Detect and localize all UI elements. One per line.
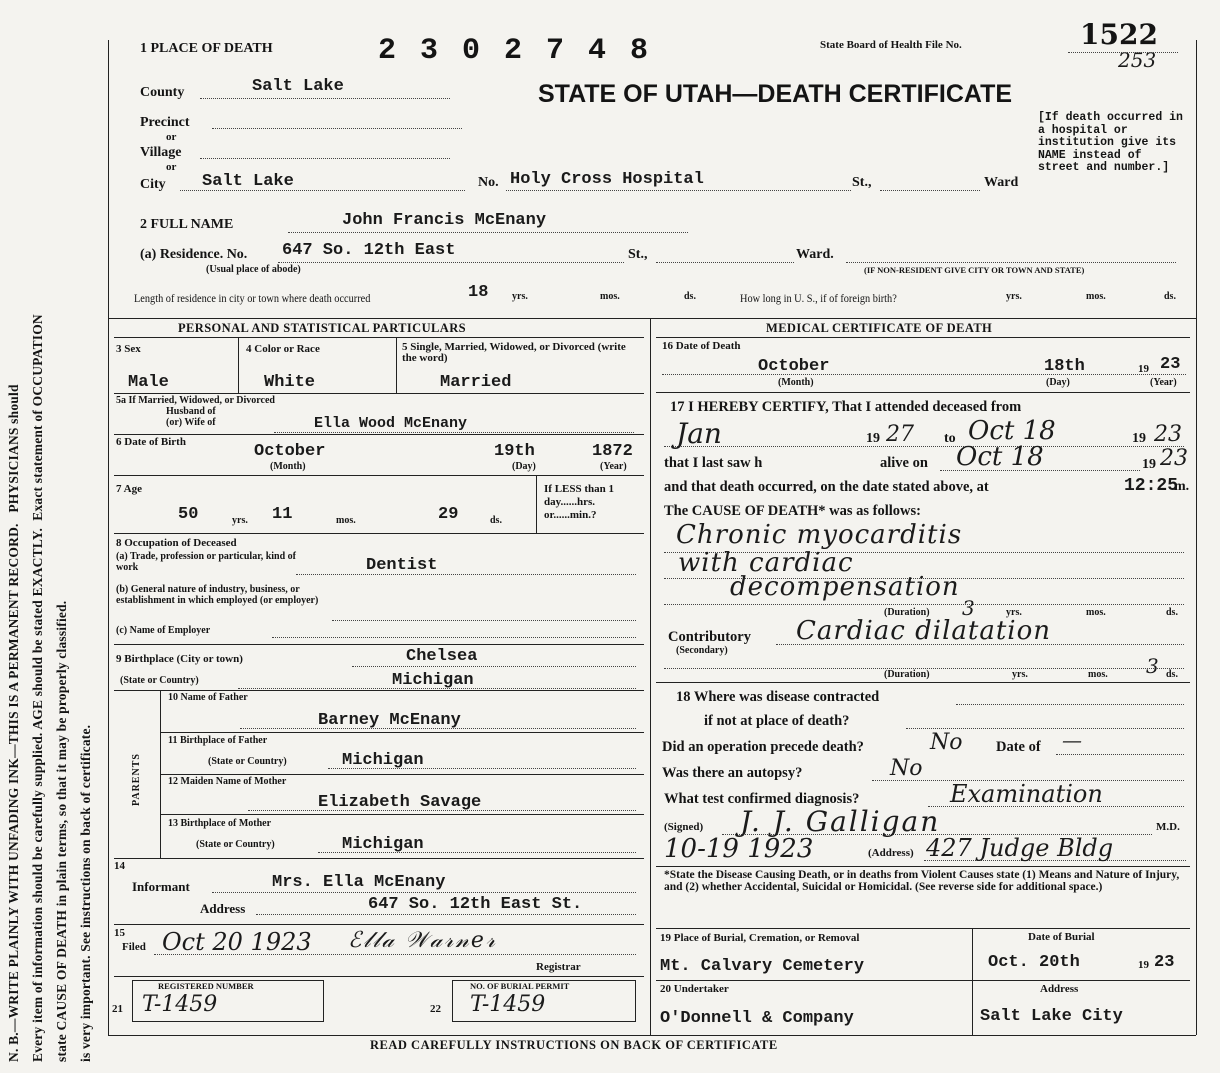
birthplace-state: Michigan: [392, 671, 474, 690]
precinct-label: Precinct: [140, 115, 190, 130]
father-value: Barney McEnany: [318, 711, 461, 730]
us-ds-label: ds.: [1164, 291, 1176, 302]
spouse-label-1: 5a If Married, Widowed, or Divorced: [116, 395, 275, 406]
age-months: 11: [272, 505, 293, 524]
medical-heading: MEDICAL CERTIFICATE OF DEATH: [766, 321, 993, 335]
frame-bottom: [108, 1035, 1196, 1036]
registered-number: T-1459: [142, 992, 218, 1017]
no-label: No.: [478, 175, 499, 190]
contributory-label: Contributory: [668, 629, 751, 645]
birthplace-label: 9 Birthplace (City or town): [116, 653, 243, 665]
death-day-cap: (Day): [1046, 377, 1070, 388]
dob-year: 1872: [592, 442, 633, 461]
item-22: 22: [430, 1003, 441, 1015]
file-number-sub: 253: [1118, 48, 1157, 72]
cause-line-1: Chronic myocarditis: [676, 520, 963, 550]
residence-value: 647 So. 12th East: [282, 241, 456, 260]
not-at-place-label: if not at place of death?: [704, 713, 850, 729]
city-value: Salt Lake: [202, 172, 294, 191]
cause-label: The CAUSE OF DEATH* was as follows:: [664, 503, 921, 519]
city-label: City: [140, 177, 166, 192]
undertaker-address-value: Salt Lake City: [980, 1007, 1123, 1026]
full-name-value: John Francis McEnany: [342, 211, 547, 230]
time-of-death: 12:25: [1124, 476, 1179, 496]
age-mos-label: mos.: [336, 515, 356, 526]
us-label: How long in U. S., if of foreign birth?: [740, 291, 897, 305]
attended-from: Jan: [676, 417, 722, 450]
birthplace-state-label: (State or Country): [120, 675, 199, 686]
side-note-line2: Every item of information should be carefully supplied. AGE should be stated EXACTLY. Exact statement of OCCUPATION: [30, 314, 45, 1062]
from-year-prefix: 19: [866, 431, 880, 446]
us-mos-label: mos.: [1086, 291, 1106, 302]
footer-instructions: READ CAREFULLY INSTRUCTIONS ON BACK OF CERTIFICATE: [370, 1038, 778, 1052]
residence-st-label: St.,: [628, 247, 648, 262]
filed-label: Filed: [122, 941, 146, 953]
mother-value: Elizabeth Savage: [318, 793, 482, 812]
last-year: 23: [1160, 446, 1188, 471]
county-label: County: [140, 85, 185, 100]
duration-label-1: (Duration): [884, 607, 930, 618]
death-month: October: [758, 357, 830, 376]
spouse-label-3: (or) Wife of: [166, 417, 216, 428]
father-birthplace-label: 11 Birthplace of Father: [168, 735, 268, 746]
to-label: to: [944, 431, 956, 446]
last-saw-date: Oct 18: [956, 442, 1044, 472]
mother-state-label: (State or Country): [196, 839, 275, 850]
length-residence-label: Length of residence in city or town where death occurred: [134, 291, 371, 305]
abode-note: (Usual place of abode): [206, 264, 301, 275]
age-yrs-label: yrs.: [232, 515, 248, 526]
side-note-line4: is very important. See instructions on back of certificate.: [78, 724, 93, 1062]
burial-date-value: Oct. 20th: [988, 953, 1080, 972]
burial-year-prefix: 19: [1138, 959, 1149, 971]
dob-month: October: [254, 442, 326, 461]
cause-line-2: with cardiac: [678, 548, 854, 578]
cause-line-3: decompensation: [730, 572, 960, 602]
contrib-ds-label: ds.: [1166, 669, 1178, 680]
age-ds-label: ds.: [490, 515, 502, 526]
dob-day-cap: (Day): [512, 461, 536, 472]
filed-date: Oct 20 1923: [162, 928, 312, 956]
death-year: 23: [1160, 355, 1181, 374]
village-label: Village: [140, 145, 182, 160]
st-label: St.,: [852, 175, 872, 190]
duration-yrs-label: yrs.: [1006, 607, 1022, 618]
secondary-label: (Secondary): [676, 645, 728, 656]
m-label: m.: [1174, 479, 1190, 494]
dob-year-cap: (Year): [600, 461, 627, 472]
undertaker-label: 20 Undertaker: [660, 983, 729, 995]
certify-label: 17 I HEREBY CERTIFY, That I attended deceased from: [670, 399, 1022, 415]
date-of-dash: —: [1062, 728, 1082, 752]
operation-value: No: [930, 730, 963, 755]
mos-label: mos.: [600, 291, 620, 302]
spouse-label-2: Husband of: [166, 406, 216, 417]
informant-address-label: Address: [200, 901, 246, 916]
nonresident-note: (IF NON-RESIDENT GIVE CITY OR TOWN AND STATE): [864, 265, 1085, 275]
length-residence-years: 18: [468, 283, 489, 302]
color-label: 4 Color or Race: [246, 343, 320, 355]
occupation-value: Dentist: [366, 556, 438, 575]
age-label: 7 Age: [116, 483, 142, 495]
father-state-label: (State or Country): [208, 756, 287, 767]
county-value: Salt Lake: [252, 77, 344, 96]
burial-year: 23: [1154, 953, 1175, 972]
burial-place-label: 19 Place of Burial, Cremation, or Removal: [660, 932, 860, 944]
md-label: M.D.: [1156, 821, 1180, 833]
cause-footnote: *State the Disease Causing Death, or in deaths from Violent Causes state (1) Means and Nature of Injury, and (2) whether Accidental, Suicidal or Homicidal. (See reverse side for additional space.): [664, 869, 1180, 893]
occurred-label: and that death occurred, on the date stated above, at: [664, 479, 989, 495]
sex-label: 3 Sex: [116, 343, 141, 355]
physician-address-label: (Address): [868, 847, 914, 859]
file-number: 1522: [1080, 18, 1158, 51]
death-year-prefix: 19: [1138, 363, 1149, 375]
registrar-signature: ℰ𝓁𝓁𝒶 𝒲𝒶𝓇𝓃𝑒𝓇: [348, 928, 498, 953]
side-note-line1: N. B.—WRITE PLAINLY WITH UNFADING INK—THIS IS A PERMANENT RECORD. PHYSICIANS should: [6, 384, 21, 1062]
physician-signature: J. J. Galligan: [740, 805, 941, 838]
last-year-prefix: 19: [1142, 457, 1156, 472]
contributory-value: Cardiac dilatation: [796, 616, 1051, 646]
where-contracted-label: 18 Where was disease contracted: [676, 689, 880, 705]
contrib-yrs-label: yrs.: [1012, 669, 1028, 680]
item-14: 14: [114, 860, 125, 872]
ds-label: ds.: [684, 291, 696, 302]
dob-label: 6 Date of Birth: [116, 436, 186, 448]
mother-birthplace-label: 13 Birthplace of Mother: [168, 818, 272, 829]
serial-number: 2 3 0 2 7 4 8: [378, 34, 652, 68]
sex-value: Male: [128, 373, 169, 392]
marital-value: Married: [440, 373, 512, 392]
duration-years: 3: [962, 596, 975, 620]
certificate-title: STATE OF UTAH—DEATH CERTIFICATE: [538, 80, 1013, 108]
date-of-death-label: 16 Date of Death: [662, 340, 741, 352]
attended-to: Oct 18: [968, 416, 1056, 446]
burial-place-value: Mt. Calvary Cemetery: [660, 957, 865, 976]
marital-label: 5 Single, Married, Widowed, or Divorced (write the word): [402, 341, 626, 364]
occupation-label: 8 Occupation of Deceased: [116, 537, 237, 549]
color-value: White: [264, 373, 316, 392]
file-no-label: State Board of Health File No.: [820, 39, 962, 51]
duration-label-2: (Duration): [884, 669, 930, 680]
ward-label: Ward: [984, 175, 1019, 190]
informant-value: Mrs. Ella McEnany: [272, 873, 446, 892]
burial-permit-number: T-1459: [470, 992, 546, 1017]
mother-birthplace-value: Michigan: [342, 835, 424, 854]
duration-ds-label: ds.: [1166, 607, 1178, 618]
operation-label: Did an operation precede death?: [662, 739, 864, 755]
physician-address: 427 Judge Bldg: [926, 834, 1114, 862]
undertaker-address-label: Address: [1040, 983, 1079, 995]
autopsy-label: Was there an autopsy?: [662, 765, 803, 781]
registrar-label: Registrar: [536, 961, 581, 973]
full-name-label: 2 FULL NAME: [140, 217, 234, 232]
item-21: 21: [112, 1003, 123, 1015]
spouse-value: Ella Wood McEnany: [314, 415, 468, 432]
contrib-mos-label: mos.: [1088, 669, 1108, 680]
side-note-line3: state CAUSE OF DEATH in plain terms, so that it may be properly classified.: [54, 600, 69, 1062]
age-days: 29: [438, 505, 459, 524]
death-year-cap: (Year): [1150, 377, 1177, 388]
mother-label: 12 Maiden Name of Mother: [168, 776, 287, 787]
occupation-c-label: (c) Name of Employer: [116, 625, 211, 636]
place-of-death-label: 1 PLACE OF DEATH: [140, 41, 273, 56]
informant-label: Informant: [132, 879, 190, 894]
hospital-note: [If death occurred in a hospital or institution give its NAME instead of street and number.]: [1038, 111, 1183, 174]
burial-permit-label: NO. OF BURIAL PERMIT: [470, 981, 570, 991]
or-label-1: or: [166, 131, 177, 143]
father-label: 10 Name of Father: [168, 692, 248, 703]
less-than-day-label: If LESS than 1 day......hrs. or......min.?: [544, 483, 615, 521]
personal-heading: PERSONAL AND STATISTICAL PARTICULARS: [178, 321, 466, 335]
death-day: 18th: [1044, 357, 1085, 376]
occupation-b-label: (b) General nature of industry, business, or establishment in which employed (or employer): [116, 584, 319, 606]
age-years: 50: [178, 505, 199, 524]
frame-left: [108, 40, 109, 1035]
center-divider: [650, 318, 651, 1035]
last-saw-label: that I last saw h: [664, 455, 763, 471]
from-year: 27: [886, 422, 914, 447]
contributory-months: 3: [1146, 654, 1159, 678]
hospital-value: Holy Cross Hospital: [510, 170, 704, 189]
parents-label: PARENTS: [131, 753, 142, 806]
or-label-2: or: [166, 161, 177, 173]
item-15: 15: [114, 927, 125, 939]
us-yrs-label: yrs.: [1006, 291, 1022, 302]
sign-date: 10-19 1923: [664, 834, 814, 864]
birthplace-city: Chelsea: [406, 647, 478, 666]
test-label: What test confirmed diagnosis?: [664, 791, 860, 807]
duration-mos-label: mos.: [1086, 607, 1106, 618]
father-birthplace-value: Michigan: [342, 751, 424, 770]
residence-ward-label: Ward.: [796, 247, 834, 262]
death-month-cap: (Month): [778, 377, 814, 388]
undertaker-value: O'Donnell & Company: [660, 1009, 854, 1028]
signed-label: (Signed): [664, 821, 704, 833]
burial-date-label: Date of Burial: [1028, 931, 1095, 943]
residence-label: (a) Residence. No.: [140, 247, 248, 262]
autopsy-value: No: [890, 756, 923, 781]
test-value: Examination: [950, 780, 1103, 808]
occupation-a-label: (a) Trade, profession or particular, kind of work: [116, 551, 297, 573]
frame-right: [1196, 40, 1197, 1035]
registered-number-label: REGISTERED NUMBER: [158, 981, 254, 991]
dob-day: 19th: [494, 442, 535, 461]
alive-on-label: alive on: [880, 455, 928, 471]
yrs-label: yrs.: [512, 291, 528, 302]
to-year: 23: [1154, 422, 1182, 447]
to-year-prefix: 19: [1132, 431, 1146, 446]
informant-address-value: 647 So. 12th East St.: [368, 895, 583, 914]
dob-month-cap: (Month): [270, 461, 306, 472]
date-of-label: Date of: [996, 739, 1041, 755]
